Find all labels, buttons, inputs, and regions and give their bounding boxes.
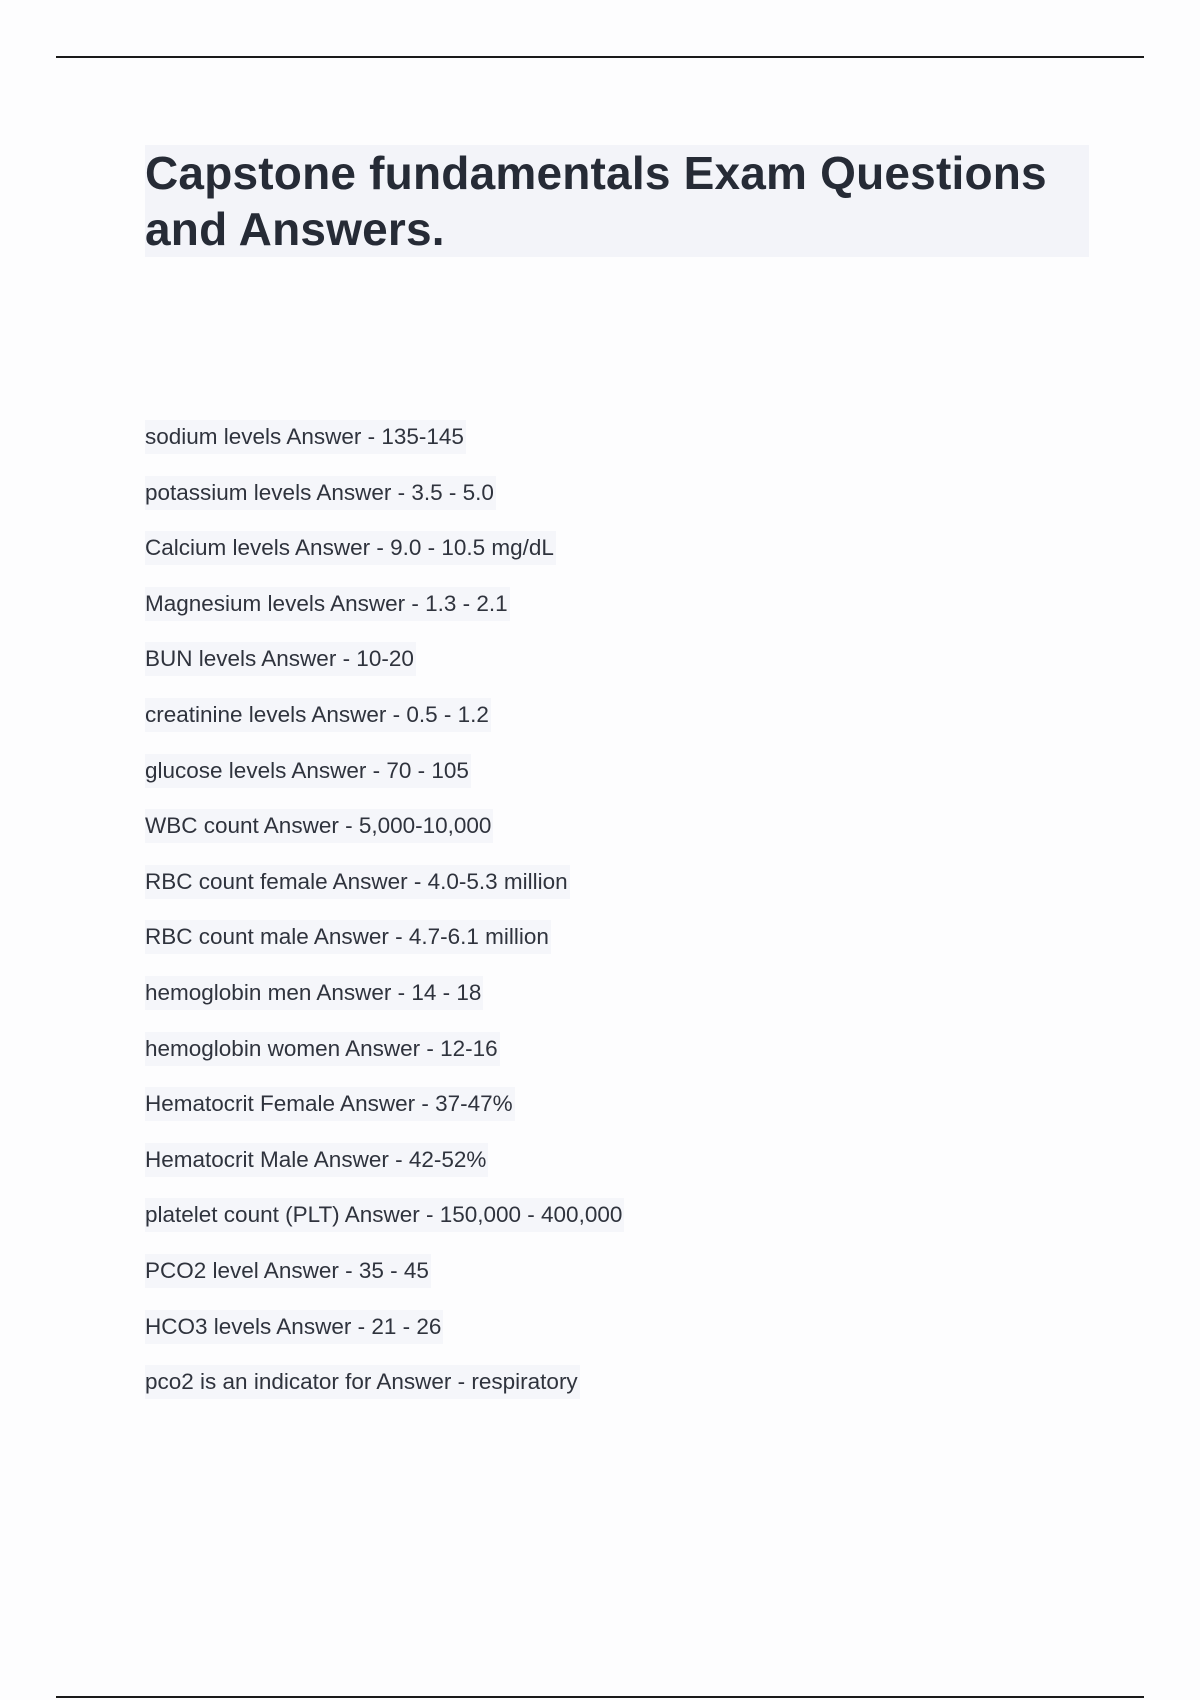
qa-text: Hematocrit Female Answer - 37-47%	[145, 1087, 515, 1121]
qa-text: potassium levels Answer - 3.5 - 5.0	[145, 476, 496, 510]
list-item	[145, 420, 624, 476]
page-title: Capstone fundamentals Exam Questions and Answers.	[145, 147, 1047, 255]
qa-text: Hematocrit Male Answer - 42-52%	[145, 1143, 488, 1177]
qa-text: platelet count (PLT) Answer - 150,000 - 400,000	[145, 1198, 624, 1232]
list-item	[145, 1087, 624, 1143]
list-item	[145, 809, 624, 865]
qa-list	[145, 420, 624, 1421]
qa-text: PCO2 level Answer - 35 - 45	[145, 1254, 431, 1288]
top-rule	[56, 56, 1144, 58]
bottom-rule	[56, 1696, 1144, 1698]
qa-text: sodium levels Answer - 135-145	[145, 420, 466, 454]
qa-text: RBC count male Answer - 4.7-6.1 million	[145, 920, 551, 954]
qa-text: Calcium levels Answer - 9.0 - 10.5 mg/dL	[145, 531, 556, 565]
list-item	[145, 698, 624, 754]
list-item	[145, 1198, 624, 1254]
qa-text: glucose levels Answer - 70 - 105	[145, 754, 471, 788]
list-item	[145, 1032, 624, 1088]
list-item	[145, 587, 624, 643]
list-item	[145, 642, 624, 698]
qa-text: Magnesium levels Answer - 1.3 - 2.1	[145, 587, 510, 621]
qa-text: RBC count female Answer - 4.0-5.3 million	[145, 865, 570, 899]
qa-text: hemoglobin women Answer - 12-16	[145, 1032, 500, 1066]
qa-text: WBC count Answer - 5,000-10,000	[145, 809, 493, 843]
list-item	[145, 1254, 624, 1310]
list-item	[145, 1310, 624, 1366]
qa-text: pco2 is an indicator for Answer - respiratory	[145, 1365, 580, 1399]
qa-text: HCO3 levels Answer - 21 - 26	[145, 1310, 443, 1344]
list-item	[145, 531, 624, 587]
title-block	[145, 145, 1089, 257]
list-item	[145, 476, 624, 532]
list-item	[145, 976, 624, 1032]
list-item	[145, 865, 624, 921]
list-item	[145, 1143, 624, 1199]
list-item	[145, 754, 624, 810]
list-item	[145, 920, 624, 976]
list-item	[145, 1365, 624, 1421]
qa-text: creatinine levels Answer - 0.5 - 1.2	[145, 698, 491, 732]
qa-text: BUN levels Answer - 10-20	[145, 642, 416, 676]
qa-text: hemoglobin men Answer - 14 - 18	[145, 976, 483, 1010]
